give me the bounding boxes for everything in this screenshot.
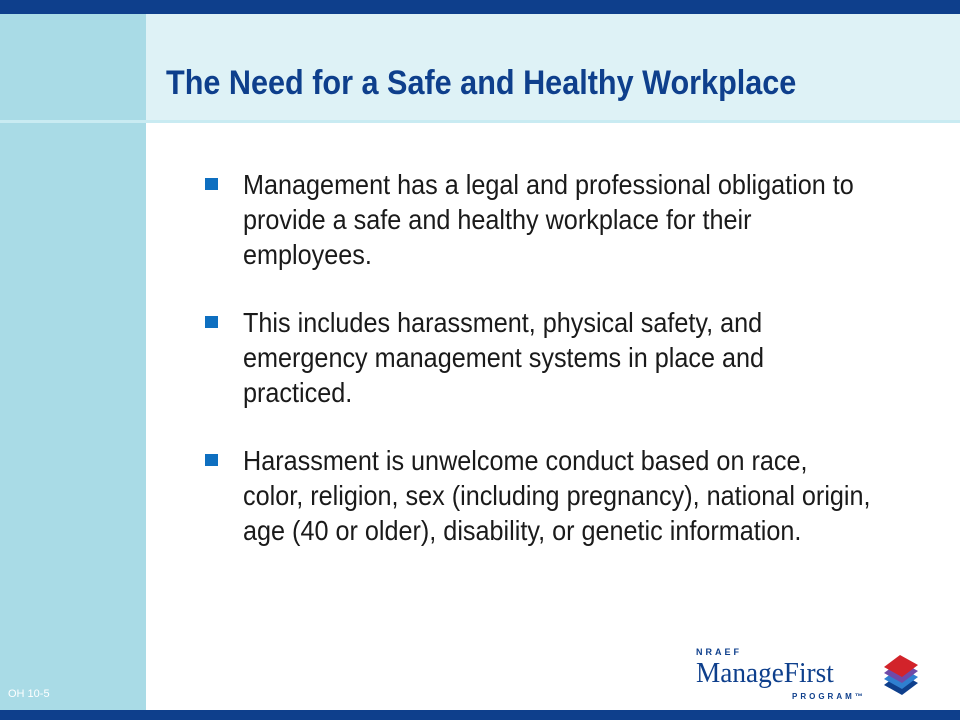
square-bullet-icon bbox=[205, 178, 218, 190]
slide-title: The Need for a Safe and Healthy Workplace bbox=[166, 64, 797, 102]
logo-bottom-text: PROGRAM™ bbox=[792, 692, 866, 701]
bottom-accent-bar bbox=[0, 710, 960, 720]
square-bullet-icon bbox=[205, 454, 218, 466]
logo-top-text: NRAEF bbox=[696, 647, 742, 657]
left-side-panel bbox=[0, 14, 146, 710]
bullet-item bbox=[205, 167, 925, 272]
bullet-item bbox=[205, 443, 925, 548]
top-accent-bar bbox=[0, 0, 960, 14]
bullet-text: Harassment is unwelcome conduct based on race, color, religion, sex (including pregnancy), national origin, age (40 or older), disability, or genetic information. bbox=[243, 445, 871, 546]
square-bullet-icon bbox=[205, 316, 218, 328]
bullet-text: Management has a legal and professional obligation to provide a safe and healthy workplace for their employees. bbox=[243, 169, 854, 270]
stacked-pages-logo-icon bbox=[880, 655, 920, 697]
bullet-list bbox=[205, 167, 925, 581]
slide-number: OH 10-5 bbox=[8, 688, 50, 700]
managefirst-logo bbox=[692, 647, 922, 705]
logo-main-text: ManageFirst bbox=[696, 657, 834, 689]
bullet-text: This includes harassment, physical safety, and emergency management systems in place and practiced. bbox=[243, 307, 765, 408]
title-divider bbox=[0, 120, 960, 123]
bullet-item bbox=[205, 305, 925, 410]
